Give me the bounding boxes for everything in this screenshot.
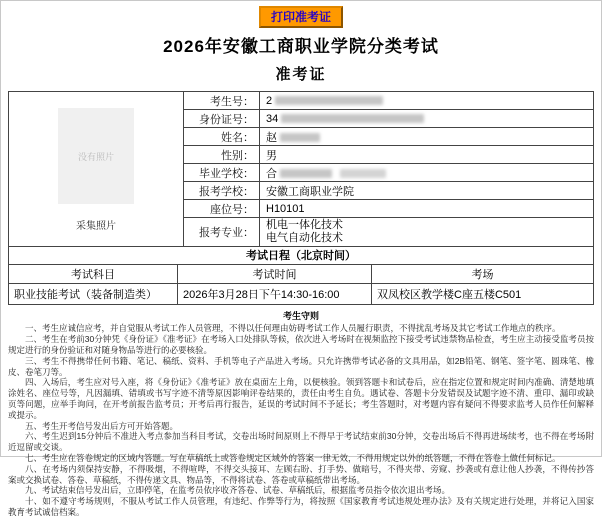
schedule-time: 2026年3月28日下午14:30-16:00 <box>178 284 372 305</box>
rule-item-3: 三、考生不得携带任何书籍、笔记、稿纸、资料、手机等电子产品进入考场。只允许携带考试必备的文具用品，如2B铅笔、钢笔、签字笔、圆珠笔、橡皮、卷笔刀等。 <box>8 355 594 377</box>
schedule-header-venue: 考场 <box>372 265 594 284</box>
rules-list <box>8 323 594 517</box>
seat-no-value: H10101 <box>260 200 594 218</box>
graduate-school-label: 毕业学校： <box>184 164 260 182</box>
candidate-info-table <box>8 91 594 247</box>
seat-no-label: 座位号： <box>184 200 260 218</box>
rule-item-1: 一、考生应诚信应考，并自觉服从考试工作人员管理，不得以任何理由妨碍考试工作人员履行职责，不得扰乱考场及其它考试工作地点的秩序。 <box>25 323 561 334</box>
rules-title: 考生守则 <box>282 311 319 322</box>
photo-placeholder-text: 没有照片 <box>77 151 114 162</box>
name-prefix: 赵 <box>266 131 277 144</box>
rule-item-7: 七、考生应在答卷规定的区域内答题。写在草稿纸上或答卷规定区域外的答案一律无效，不得用规定以外的纸答题，不得在答卷上做任何标记。 <box>25 452 561 463</box>
rule-item-4: 四、入场后，考生应对号入座，将《身份证》《准考证》放在桌面左上角，以便核验。领到答题卡和试卷后，应在指定位置和规定时间内准确、清楚地填涂姓名、座位号等，凡因漏填、错填或书写字迹不清等原因影响评卷结果的，责任由考生自负。遇试卷、答题卡分发错误及试题字迹不清、重印、漏印或缺页等问题，应举手询问，在开考前报告监考员；开考后再行报告，延误的考试时间不予延长；考生答题时，对考题内容有疑问不得要求监考人员作任何解释或提示。 <box>8 377 594 420</box>
schedule-header-subject: 考试科目 <box>9 265 178 284</box>
schedule-venue: 双凤校区教学楼C座五楼C501 <box>372 284 594 305</box>
table-row <box>9 92 594 110</box>
major-line-2: 电气自动化技术 <box>266 232 343 245</box>
id-number-value <box>260 110 594 128</box>
rule-item-6: 六、考生迟到15分钟后不准进入考点参加当科目考试，交卷出场时间原则上不得早于考试结束前30分钟，交卷出场后不得再进场续考，也不得在考场附近逗留或交谈。 <box>8 431 594 453</box>
candidate-no-label: 考生号： <box>184 92 260 110</box>
rule-item-5: 五、考生开考信号发出后方可开始答题。 <box>25 420 179 431</box>
redaction-block <box>275 96 383 105</box>
print-ticket-button[interactable]: 打印准考证 <box>259 6 343 28</box>
exam-schedule-table <box>8 264 594 305</box>
redaction-block <box>280 133 320 142</box>
schedule-subject: 职业技能考试（装备制造类） <box>9 284 178 305</box>
name-label: 姓名： <box>184 128 260 146</box>
redaction-block <box>340 169 386 178</box>
redaction-block <box>281 114 424 123</box>
redaction-block <box>280 169 332 178</box>
id-number-label: 身份证号： <box>184 110 260 128</box>
apply-school-label: 报考学校： <box>184 182 260 200</box>
table-row <box>9 284 594 305</box>
photo-cell <box>9 92 184 247</box>
print-button-row <box>8 6 594 28</box>
page-subtitle: 准考证 <box>275 66 327 84</box>
rule-item-9: 九、考试结束信号发出后，立即停笔，在监考员依序收齐答卷、试卷、草稿纸后，根据监考员指令依次退出考场。 <box>25 485 451 496</box>
rule-item-2: 二、考生在考前30分钟凭《身份证》《准考证》在考场入口处排队等候，依次进入考场时在视频监控下接受考试违禁物品检查，考生应主动接受监考员按规定进行的身份验证和对随身物品等进行的必要核验。 <box>8 334 594 355</box>
major-label: 报考专业： <box>184 218 260 247</box>
rule-item-8: 八、在考场内须保持安静，不得吸烟，不得喧哗，不得交头接耳、左顾右盼、打手势、做暗号，不得夹带、旁窥、抄袭或有意让他人抄袭，不得传抄答案或交换试卷、答卷、草稿纸，不得传递文具、物品等，不得将试卷、答卷或草稿纸带出考场。 <box>8 463 594 485</box>
schedule-header-time: 考试时间 <box>178 265 372 284</box>
major-value <box>260 218 594 247</box>
gender-label: 性别： <box>184 146 260 164</box>
photo-placeholder <box>58 108 134 204</box>
rule-item-10: 十、如不遵守考场规则，不服从考试工作人员管理，有违纪、作弊等行为，将按照《国家教育考试违规处理办法》及有关规定进行处理，并将记入国家教育考试诚信档案。 <box>8 496 594 517</box>
graduate-school-prefix: 合 <box>266 167 277 180</box>
schedule-section-title: 考试日程（北京时间） <box>8 246 594 265</box>
graduate-school-value <box>260 164 594 182</box>
gender-value: 男 <box>260 146 594 164</box>
major-line-1: 机电一体化技术 <box>266 219 343 232</box>
page-title: 2026年安徽工商职业学院分类考试 <box>163 37 439 57</box>
id-number-prefix: 34 <box>266 112 279 125</box>
table-row <box>9 265 594 284</box>
candidate-no-prefix: 2 <box>266 94 273 107</box>
photo-caption: 采集照片 <box>76 221 116 233</box>
candidate-no-value <box>260 92 594 110</box>
apply-school-value: 安徽工商职业学院 <box>260 182 594 200</box>
name-value <box>260 128 594 146</box>
